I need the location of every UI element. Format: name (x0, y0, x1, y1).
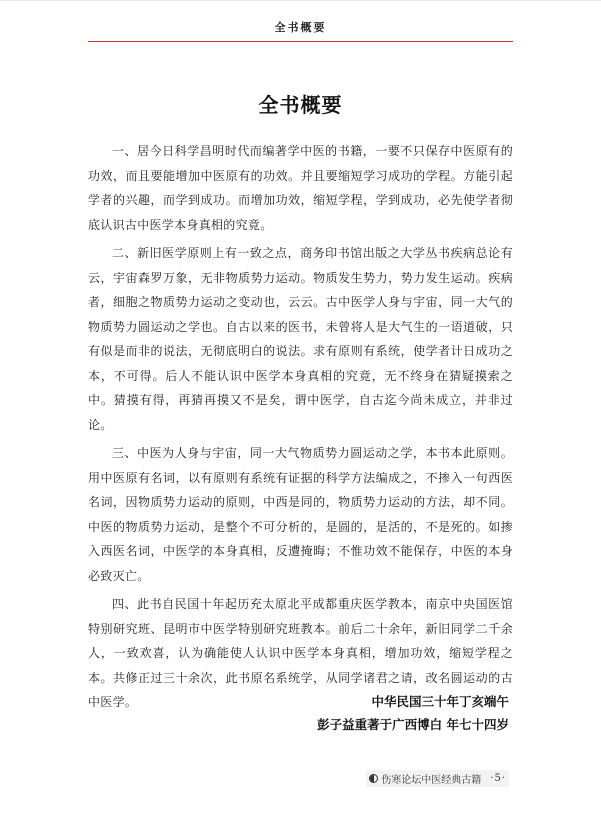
body-text (88, 139, 513, 719)
signature-date: 中华民国三十年丁亥端午 (371, 694, 509, 709)
paragraph-3: 三、中医为人身与宇宙，同一大气物质势力圆运动之学，本书本此原则。用中医原有名词，以有原则有系统有证据的科学方法编成之，不掺入一句西医名词，因物质势力运动的原则，中西是同的，物质势力运动的方法，却不同。中医的物质势力运动，是整个不可分析的，是圆的，是活的，不是死的。如掺入西医名词，中医学的本身真相，反遭掩晦；不惟功效不能保存，中医的本身必致灭亡。 (88, 446, 513, 583)
yin-yang-icon (369, 774, 378, 783)
signature-author: 彭子益重著于广西博白 年七十四岁 (317, 717, 509, 732)
footer-source: 伤寒论坛中医经典古籍 (381, 775, 482, 786)
page-footer (366, 770, 509, 787)
page-title: 全书概要 (258, 93, 343, 117)
header-rule (88, 41, 513, 42)
running-header: 全书概要 (274, 21, 327, 34)
paragraph-2: 二、新旧医学原则上有一致之点，商务印书馆出版之大学丛书疾病总论有云，宇宙森罗万象，无非物质势力运动。物质发生势力，势力发生运动。疾病者，细胞之物质势力运动之变动也，云云。古中医学人身与宇宙，同一大气的物质势力圆运动之学也。自古以来的医书，未曾将人是大气生的一语道破，只有似是而非的说法，无彻底明白的说法。求有原则有系统，使学者计日成功之本，不可得。后人不能认识中医学本身真相的究竟，无不终身在猜疑摸索之中。猜摸有得，再猜再摸又不是矣，谓中医学，自古迄今尚未成立，并非过论。 (88, 246, 513, 432)
paragraph-1: 一、居今日科学昌明时代而编著学中医的书籍，一要不只保存中医原有的功效，而且要能增加中医原有的功效。并且要缩短学习成功的学程。方能引起学者的兴趣，而学到成功。而增加功效，缩短学程，学到成功，必先使学者彻底认识古中医学本身真相的究竟。 (88, 144, 513, 232)
paragraph-4: 四、此书自民国十年起历充太原北平成都重庆医学教本，南京中央国医馆特别研究班、昆明市中医学特别研究班教本。前后二十余年，新旧同学二千余人，一致欢喜，认为确能使人认识中医学本身真相，增加功效，缩短学程之本。共修正过三十余次，此书原名系统学，从同学诸君之请，改名圆运动的古中医学。 (88, 597, 513, 709)
page-number: ·5· (490, 773, 506, 784)
